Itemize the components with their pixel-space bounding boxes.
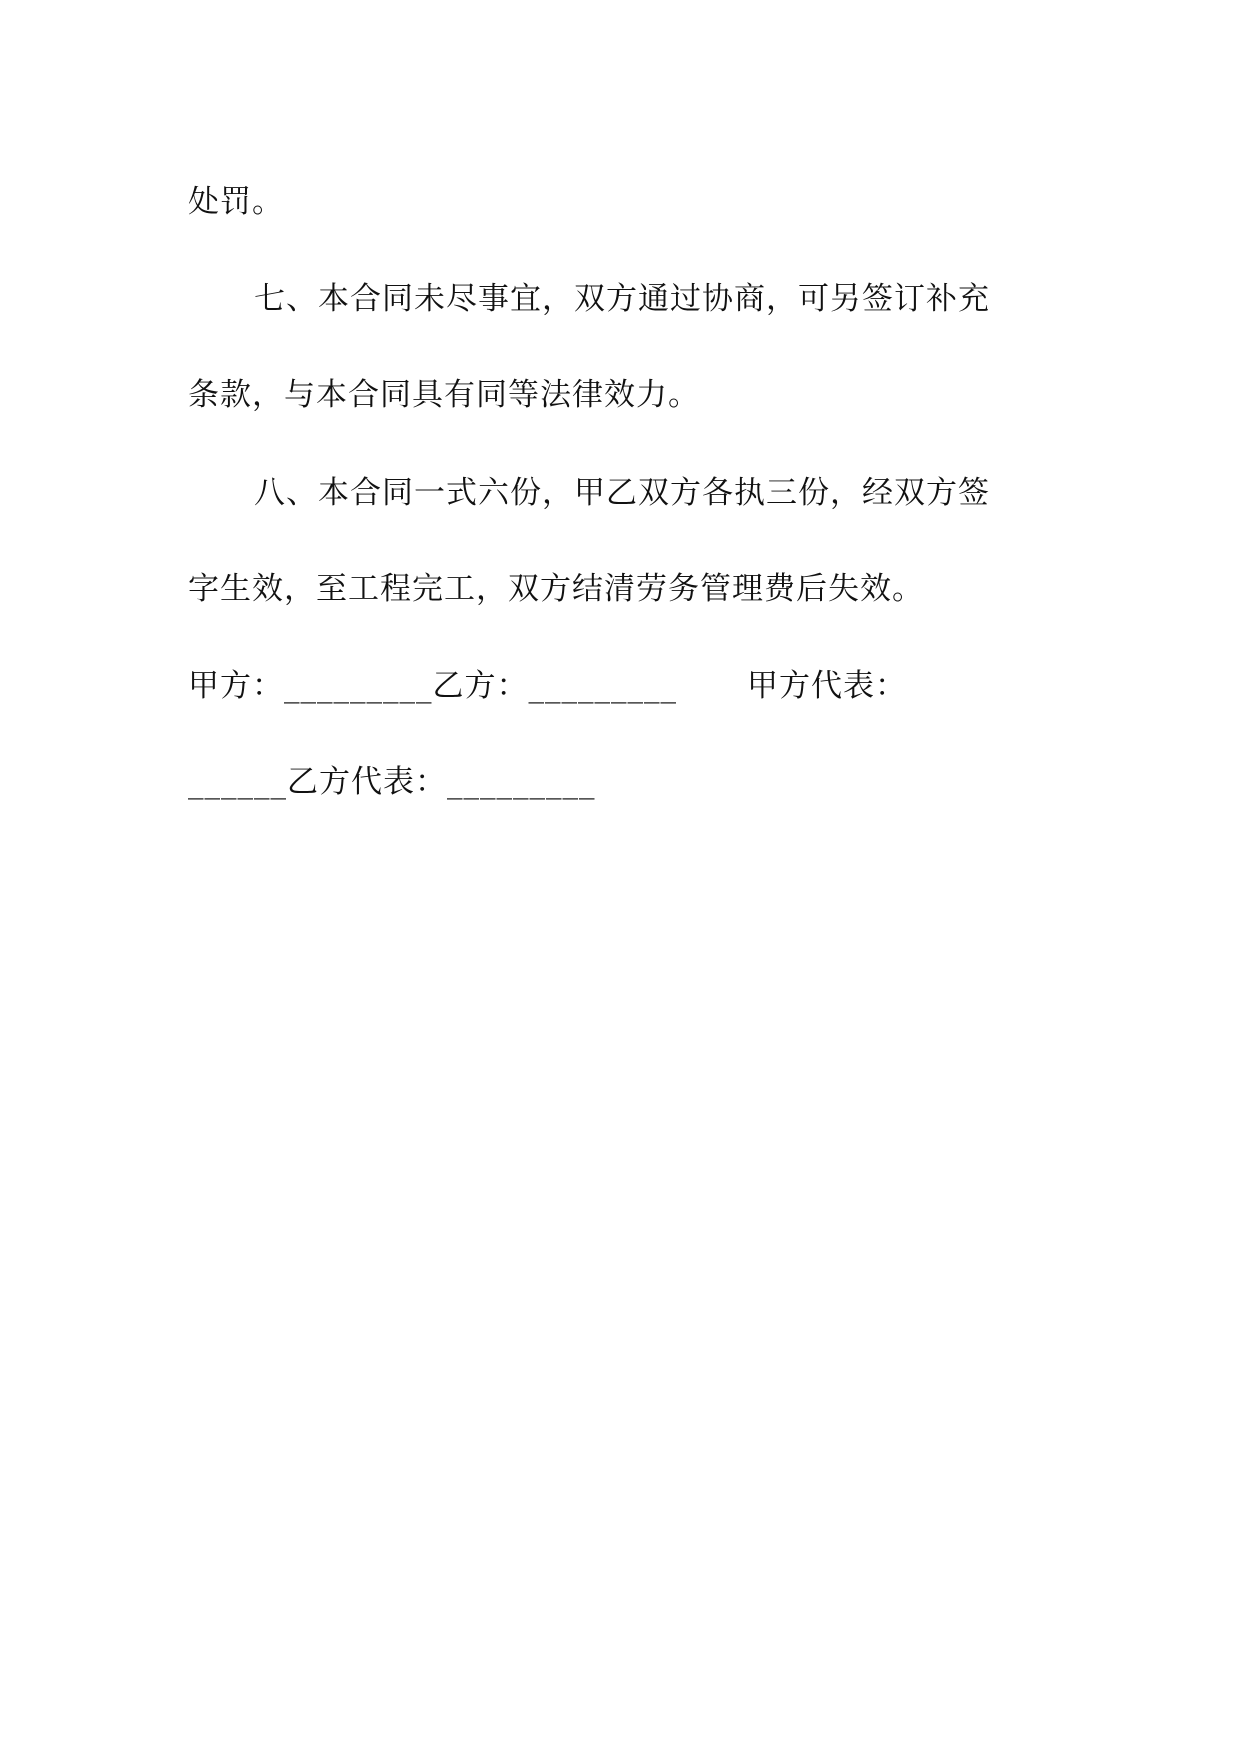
clause-eight-line-2: 字生效，至工程完工，双方结清劳务管理费后失效。 (188, 571, 924, 607)
party-signature-fields: 甲方：_________乙方：_________ (188, 668, 677, 704)
signature-line-1 (188, 666, 907, 706)
clause-eight-line-1: 八、本合同一式六份，甲乙双方各执三份，经双方签 (254, 475, 990, 511)
party-a-representative-label: 甲方代表： (747, 668, 907, 704)
clause-seven-line-1: 七、本合同未尽事宜，双方通过协商，可另签订补充 (254, 281, 990, 317)
paragraph-line: 处罚。 (188, 184, 284, 220)
clause-seven-line-2: 条款，与本合同具有同等法律效力。 (188, 377, 700, 413)
signature-line-2: ______乙方代表：_________ (188, 764, 596, 800)
